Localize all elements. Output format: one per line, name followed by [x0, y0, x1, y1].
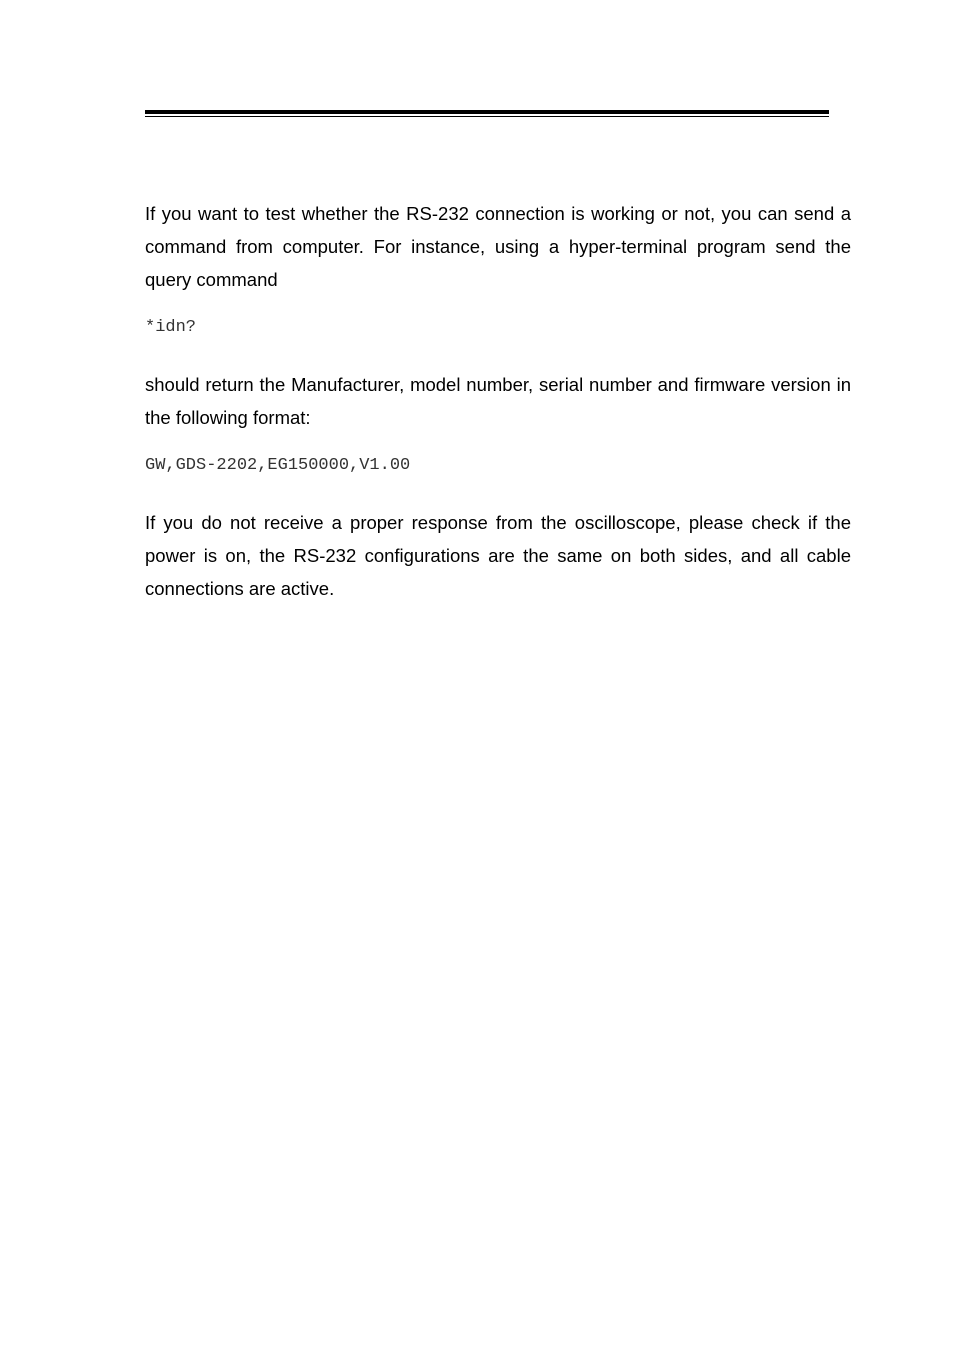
- header-rule-thin: [145, 116, 829, 117]
- example-response-code: GW,GDS-2202,EG150000,V1.00: [145, 456, 411, 475]
- intro-paragraph: If you want to test whether the RS-232 connection is working or not, you can send a command from computer. For instance, using a hyper-terminal program send the query command: [145, 203, 851, 290]
- document-body: [145, 197, 851, 605]
- troubleshoot-paragraph: If you do not receive a proper response from the oscilloscope, please check if the power is on, the RS-232 configurations are the same on both sides, and all cable connections are active.: [145, 512, 851, 599]
- query-command-code: *idn?: [145, 318, 197, 337]
- response-intro-paragraph: should return the Manufacturer, model number, serial number and firmware version in the following format:: [145, 374, 851, 428]
- header-rule: [145, 110, 829, 114]
